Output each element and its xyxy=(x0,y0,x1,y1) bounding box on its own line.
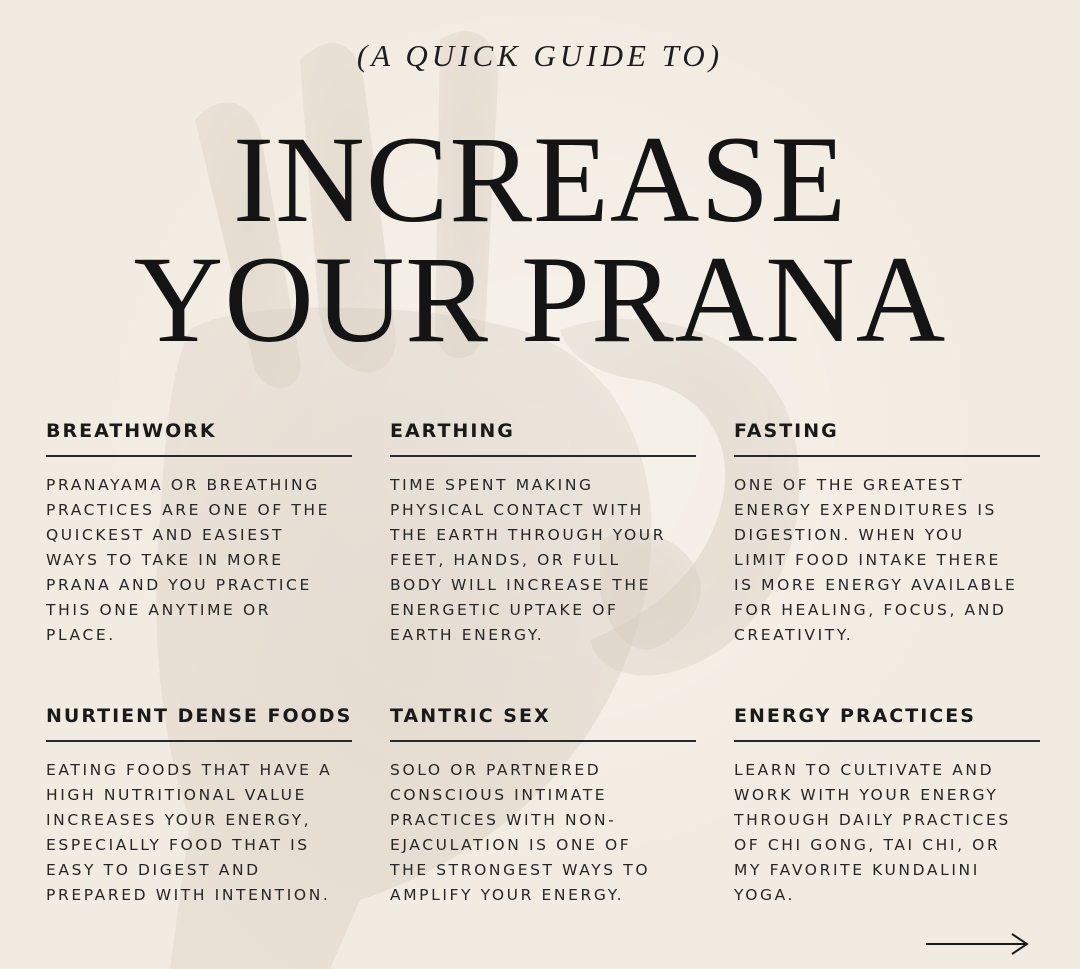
title-line-1: INCREASE xyxy=(232,111,848,248)
section-divider xyxy=(390,740,696,742)
section-body: LEARN TO CULTIVATE AND WORK WITH YOUR ENERGY THROUGH DAILY PRACTICES OF CHI GONG, TAI CHI, OR MY FAVORITE KUNDALINI YOGA. xyxy=(734,761,1011,904)
section-nutrient-dense-foods xyxy=(46,705,352,908)
section-tantric-sex xyxy=(390,705,696,908)
section-heading: BREATHWORK xyxy=(46,420,217,442)
section-divider xyxy=(390,455,696,457)
subtitle: (A QUICK GUIDE TO) xyxy=(356,38,724,73)
section-divider xyxy=(734,455,1040,457)
section-heading: ENERGY PRACTICES xyxy=(734,705,976,727)
section-energy-practices xyxy=(734,705,1040,908)
section-earthing xyxy=(390,420,696,648)
section-body: SOLO OR PARTNERED CONSCIOUS INTIMATE PRACTICES WITH NON- EJACULATION IS ONE OF THE STRONGEST WAYS TO AMPLIFY YOUR ENERGY. xyxy=(390,761,651,904)
section-divider xyxy=(46,740,352,742)
section-body: PRANAYAMA OR BREATHING PRACTICES ARE ONE OF THE QUICKEST AND EASIEST WAYS TO TAKE IN MORE PRANA AND YOU PRACTICE THIS ONE ANYTIME OR PLACE. xyxy=(46,476,331,644)
section-divider xyxy=(734,740,1040,742)
arrow-right-icon[interactable] xyxy=(924,930,1032,958)
section-fasting xyxy=(734,420,1040,648)
title-line-2: YOUR PRANA xyxy=(133,231,947,368)
section-body: ONE OF THE GREATEST ENERGY EXPENDITURES IS DIGESTION. WHEN YOU LIMIT FOOD INTAKE THERE IS MORE ENERGY AVAILABLE FOR HEALING, FOCUS, AND CREATIVITY. xyxy=(734,476,1018,644)
section-heading: EARTHING xyxy=(390,420,515,442)
section-heading: FASTING xyxy=(734,420,839,442)
section-breathwork xyxy=(46,420,352,648)
section-body: EATING FOODS THAT HAVE A HIGH NUTRITIONAL VALUE INCREASES YOUR ENERGY, ESPECIALLY FOOD THAT IS EASY TO DIGEST AND PREPARED WITH INTENTION. xyxy=(46,761,333,904)
section-heading: NURTIENT DENSE FOODS xyxy=(46,705,353,727)
section-body: TIME SPENT MAKING PHYSICAL CONTACT WITH THE EARTH THROUGH YOUR FEET, HANDS, OR FULL BODY WILL INCREASE THE ENERGETIC UPTAKE OF EARTH ENERGY. xyxy=(390,476,667,644)
section-heading: TANTRIC SEX xyxy=(390,705,551,727)
section-divider xyxy=(46,455,352,457)
